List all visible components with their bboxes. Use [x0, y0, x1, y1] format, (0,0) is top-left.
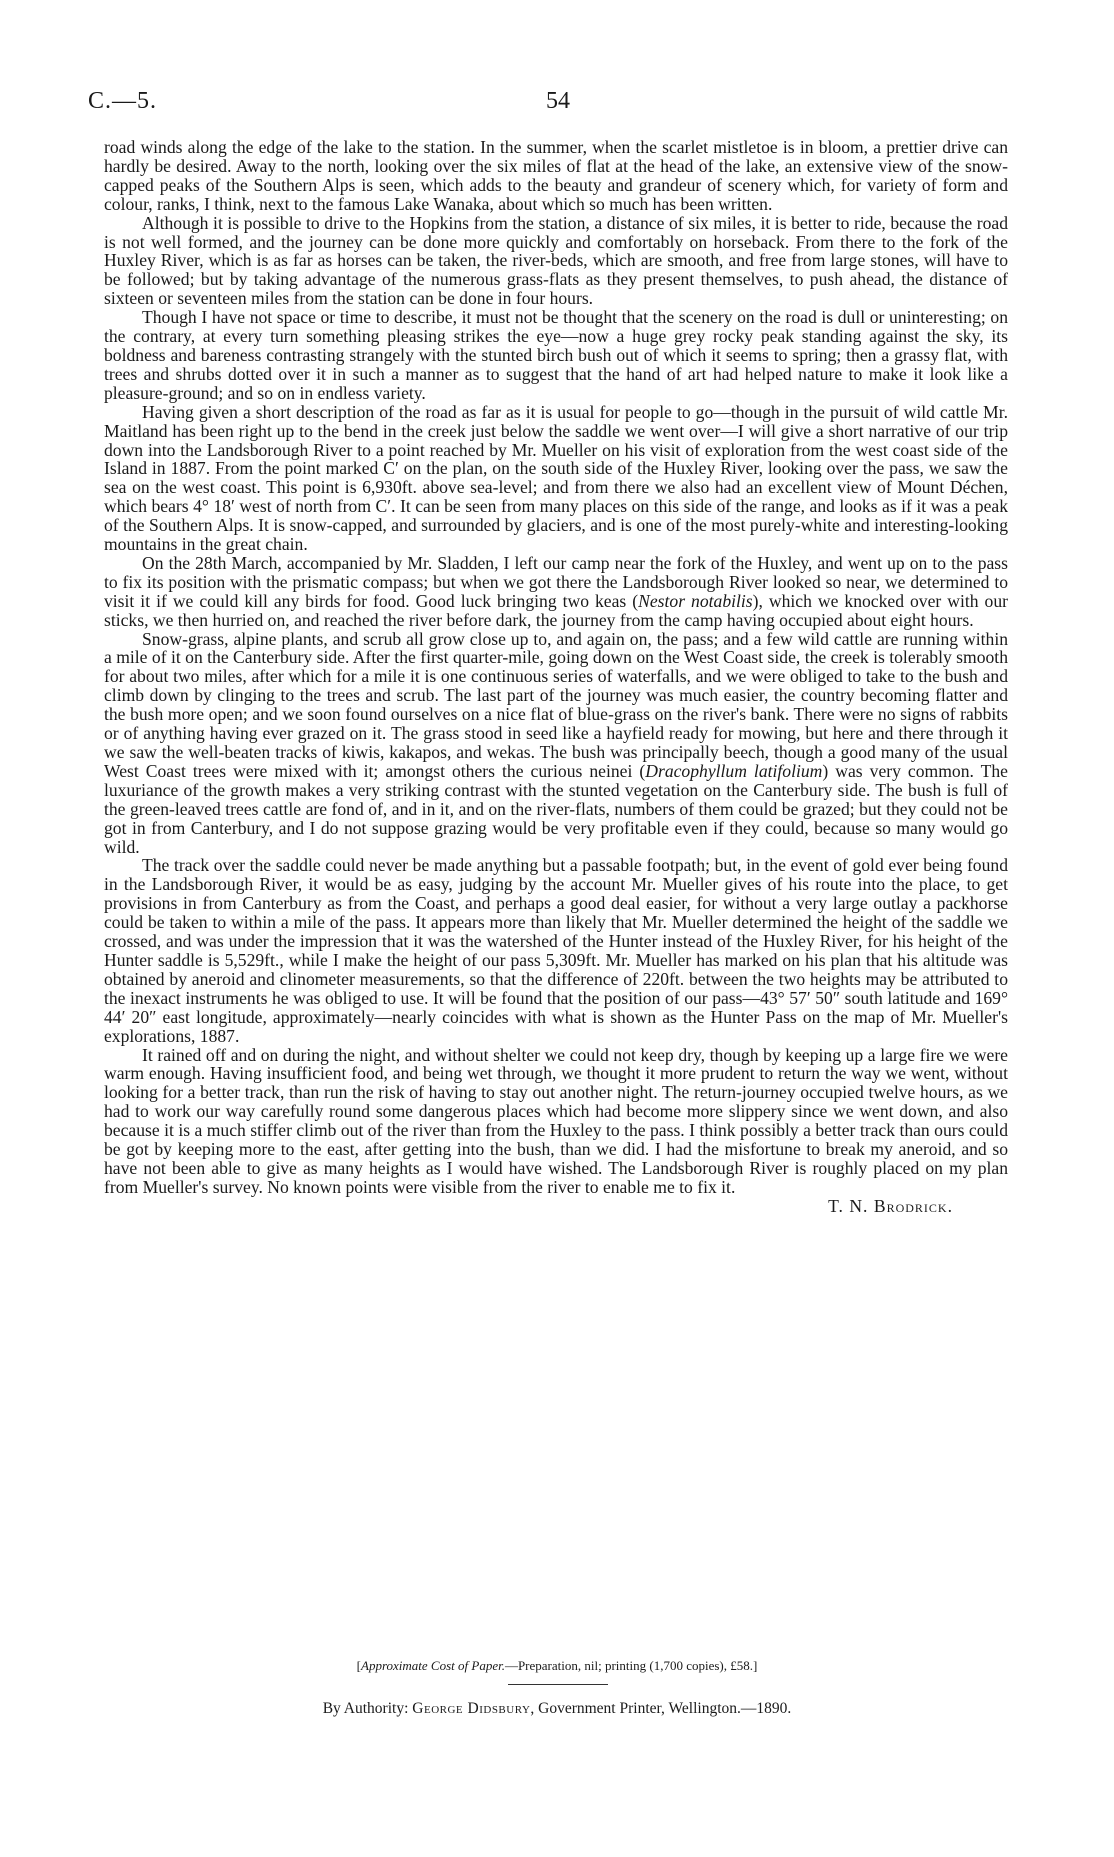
signature-name: T. N. Brodrick.: [828, 1195, 953, 1216]
page-number: 54: [546, 88, 570, 114]
cost-details: —Preparation, nil; printing (1,700 copies), £58.]: [504, 1658, 758, 1673]
document-code: C.—5.: [88, 88, 158, 114]
page-header: [88, 88, 1028, 118]
paragraph: Having given a short description of the road as far as it is usual for people to go—though in the pursuit of wild cattle Mr. Maitland has been right up to the bend in the creek just below the saddle we went over—I will give a short narrative of our trip down into the Landsborough River to a point reached by Mr. Mueller on his visit of exploration from the west coast side of the Island in 1887. From the point marked C′ on the plan, on the south side of the Huxley River, looking over the pass, we saw the sea on the west coast. This point is 6,930ft. above sea-level; and from there we also had an excellent view of Mount Déchen, which bears 4° 18′ west of north from C′. It can be seen from many places on this side of the range, and looks as if it was a peak of the Southern Alps. It is snow-capped, and surrounded by glaciers, and is one of the most purely-white and interesting-looking mountains in the great chain.: [104, 401, 1008, 555]
species-name: Nestor notabilis: [638, 590, 753, 611]
paragraph: The track over the saddle could never be made anything but a passable footpath; but, in the event of gold ever being found in the Landsborough River, it would be as easy, judging by the account Mr. Mueller gives of his route into the place, to get provisions in from Canterbury as from the Coast, and perhaps a good deal easier, for without a very large outlay a packhorse could be taken to within a mile of the pass. It appears more than likely that Mr. Mueller determined the height of the saddle we crossed, and was under the impression that it was the watershed of the Hunter instead of the Huxley River, for his height of the Hunter saddle is 5,529ft., while I make the height of our pass 5,309ft. Mr. Mueller has marked on his plan that his altitude was obtained by aneroid and clinometer measurements, so that the difference of 220ft. between the two heights may be attributed to the inexact instruments he was obliged to use. It will be found that the position of our pass—43° 57′ 50″ south latitude and 169° 44′ 20″ east longitude, approximately—nearly coincides with what is shown as the Hunter Pass on the map of Mr. Mueller's explorations, 1887.: [104, 855, 1008, 1046]
divider: [508, 1684, 608, 1685]
paragraph: road winds along the edge of the lake to the station. In the summer, when the scarlet mistletoe is in bloom, a prettier drive can hardly be desired. Away to the north, looking over the six miles of flat at the head of the lake, an extensive view of the snow-capped peaks of the Southern Alps is seen, which adds to the beauty and grandeur of scenery which, for variety of form and colour, ranks, I think, next to the famous Lake Wanaka, about which so much has been written.: [104, 137, 1008, 214]
printer-imprint: [0, 1700, 1114, 1718]
cost-label: Approximate Cost of Paper.: [361, 1658, 505, 1673]
paragraph: Although it is possible to drive to the Hopkins from the station, a distance of six miles, it is better to ride, because the road is not well formed, and the journey can be done more quickly and comfortably on horseback. From there to the fork of the Huxley River, which is as far as horses can be taken, the river-beds, which are smooth, and free from large stones, will have to be followed; but by taking advantage of the numerous grass-flats as they present themselves, to push ahead, the distance of sixteen or seventeen miles from the station can be done in four hours.: [104, 212, 1008, 309]
species-name: Dracophyllum latifolium: [645, 760, 823, 781]
paragraph-text: ), which we knocked over with our sticks, we then hurried on, and reached the river before dark, the journey from the camp having occupied about eight hours.: [104, 590, 1008, 630]
body-text: [104, 138, 1008, 1216]
cost-bracket: [: [356, 1658, 361, 1673]
paragraph: [104, 630, 1008, 857]
paragraph: It rained off and on during the night, and without shelter we could not keep dry, though by keeping up a large fire we were warm enough. Having insufficient food, and being wet through, we thought it more prudent to return the way we went, without looking for a better track, than run the risk of having to stay out another night. The return-journey occupied twelve hours, as we had to work our way carefully round some dangerous places which had become more slippery since we went down, and also because it is a much stiffer climb out of the river than from the Huxley to the pass. I think possibly a better track than ours could be got by keeping more to the east, after getting into the bush, than we did. I had the misfortune to break my aneroid, and so have not been able to give as many heights as I would have wished. The Landsborough River is roughly placed on my plan from Mueller's survey. No known points were visible from the river to enable me to fix it.: [104, 1044, 1008, 1197]
imprint-suffix: , Government Printer, Wellington.—1890.: [530, 1700, 792, 1717]
paragraph: Though I have not space or time to describe, it must not be thought that the scenery on the road is dull or uninteresting; on the contrary, at every turn something pleasing strikes the eye—now a huge grey rocky peak standing against the sky, its boldness and bareness contrasting strangely with the stunted birch bush out of which it seems to spring; then a grassy flat, with trees and shrubs dotted over it in such a manner as to suggest that the hand of art had helped nature to make it look like a pleasure-ground; and so on in endless variety.: [104, 307, 1008, 403]
printer-name: George Didsbury: [412, 1700, 531, 1717]
paragraph-text: Snow-grass, alpine plants, and scrub all grow close up to, and again on, the pass; and a few wild cattle are running within a mile of it on the Canterbury side. After the first quarter-mile, going down on the West Coast side, the creek is tolerably smooth for about two miles, after which for a mile it is one continuous series of waterfalls, and we were obliged to take to the bush and climb down by clinging to the trees and scrub. The last part of the journey was much easier, the country becoming flatter and the bush more open; and we soon found ourselves on a nice flat of blue-grass on the river's bank. There were no signs of rabbits or of anything having ever grazed on it. The grass stood in seed like a hayfield ready for mowing, but here and there through it we saw the well-beaten tracks of kiwis, kakapos, and wekas. The bush was principally beech, though a good many of the usual West Coast trees were mixed with it; amongst others the curious neinei (: [104, 628, 1008, 781]
imprint-prefix: By Authority:: [322, 1700, 413, 1717]
cost-note: [0, 1658, 1114, 1674]
paragraph-text: ) was very common. The luxuriance of the growth makes a very striking contrast with the stunted vegetation on the Canterbury side. The bush is full of the green-leaved trees cattle are fond of, and in it, and on the river-flats, numbers of them could be grazed; but they could not be got in from Canterbury, and I do not suppose grazing would be very profitable even if they could, because so many would go wild.: [104, 760, 1008, 857]
paragraph-text: On the 28th March, accompanied by Mr. Sladden, I left our camp near the fork of the Huxley, and went up on to the pass to fix its position with the prismatic compass; but when we got there the Landsborough River looked so near, we determined to visit it if we could kill any birds for food. Good luck bringing two keas (: [104, 552, 1008, 611]
signature: [104, 1197, 1008, 1216]
paragraph: [104, 554, 1008, 630]
